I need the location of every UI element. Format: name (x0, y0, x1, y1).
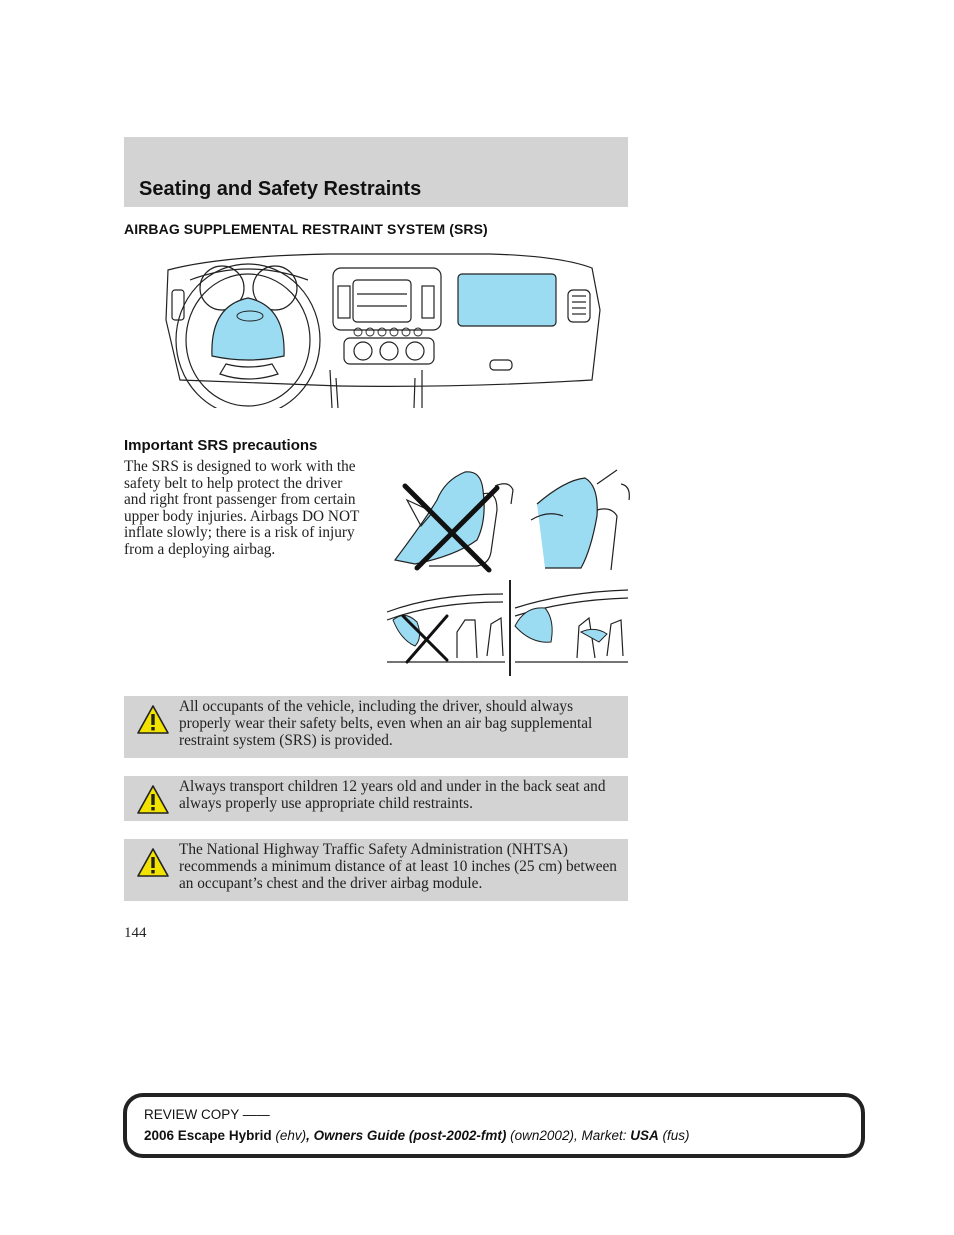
vehicle-side-illustration (385, 580, 630, 678)
warning-box-3 (124, 839, 628, 901)
footer-market: USA (630, 1128, 659, 1143)
footer-model-code: (ehv) (275, 1128, 307, 1143)
section-heading: AIRBAG SUPPLEMENTAL RESTRAINT SYSTEM (SRS) (124, 221, 488, 237)
warning-box-2 (124, 776, 628, 821)
precautions-body: The SRS is designed to work with the safety belt to help protect the driver and right front passenger from certain upper body injuries. Airbags DO NOT inflate slowly; there is a risk of injury from a deploying airbag. (124, 458, 360, 558)
dashboard-airbag-illustration (160, 250, 605, 408)
warning-text-2: Always transport children 12 years old and under in the back seat and always properly use appropriate child restraints. (179, 778, 606, 812)
footer-model: 2006 Escape Hybrid (144, 1128, 272, 1143)
footer-guide-code: (own2002) (510, 1128, 574, 1143)
page-title: Seating and Safety Restraints (139, 178, 422, 200)
warning-text-1: All occupants of the vehicle, including the driver, should always properly wear their safety belts, even when an air bag supplemental restraint system (SRS) is provided. (179, 698, 593, 749)
warning-triangle-icon (136, 783, 170, 817)
footer-market-code: (fus) (662, 1128, 690, 1143)
footer-guide: , Owners Guide (post-2002-fmt) (306, 1128, 507, 1143)
warning-triangle-icon (136, 703, 170, 737)
review-footer (123, 1093, 865, 1158)
footer-document-info (144, 1128, 690, 1143)
occupant-position-illustration (385, 460, 630, 575)
precautions-heading: Important SRS precautions (124, 437, 318, 454)
footer-review-label: REVIEW COPY —— (144, 1107, 270, 1122)
warning-triangle-icon (136, 846, 170, 880)
footer-market-label: , Market: (573, 1128, 627, 1143)
warning-box-1 (124, 696, 628, 758)
warning-text-3: The National Highway Traffic Safety Administration (NHTSA) recommends a minimum distance of at least 10 inches (25 cm) between an occupant’s chest and the driver airbag module. (179, 841, 617, 892)
page-number: 144 (124, 925, 147, 941)
section-header (124, 137, 628, 207)
